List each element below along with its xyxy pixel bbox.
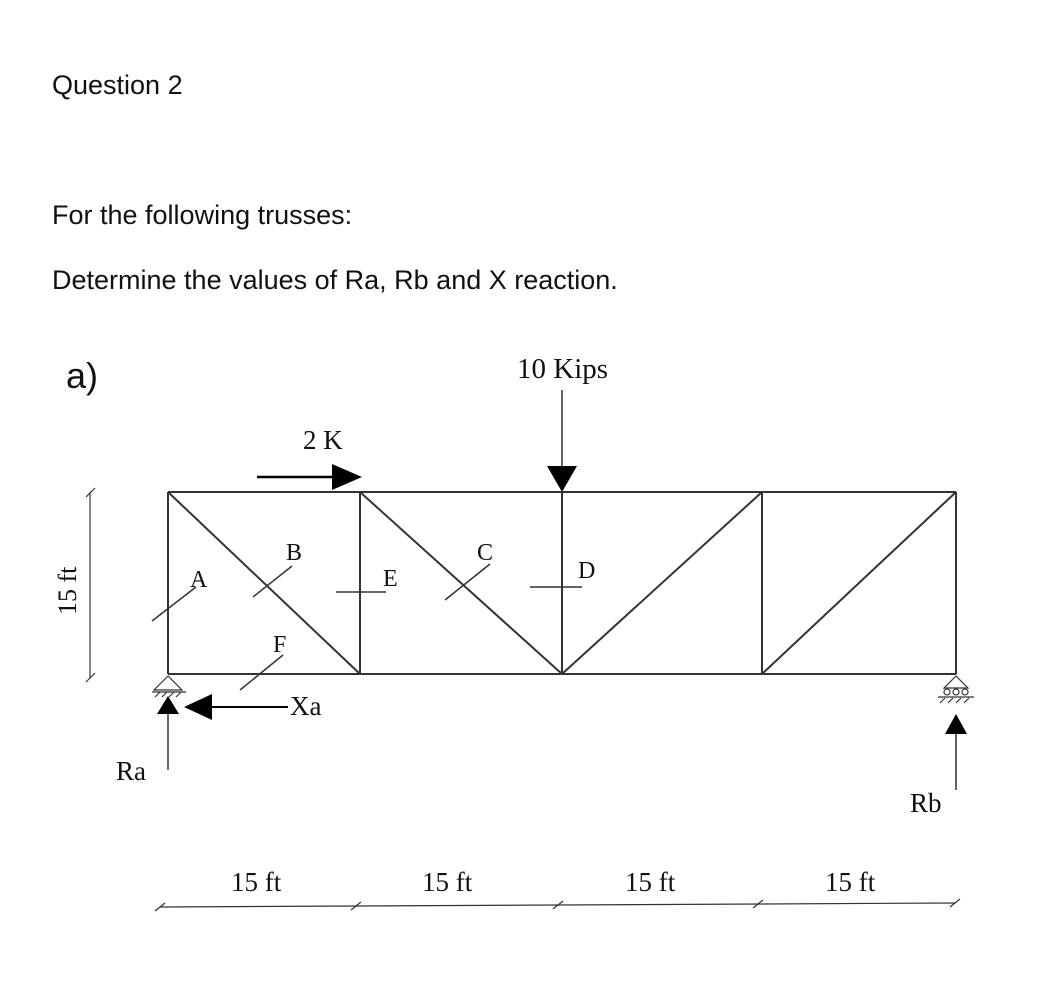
- section-label-d: D: [578, 558, 596, 584]
- ra-label: Ra: [116, 756, 146, 786]
- section-label-b: B: [286, 540, 303, 566]
- right-roller-support: [938, 676, 974, 703]
- question-title: Question 2: [52, 70, 183, 100]
- left-pin-support: [152, 676, 186, 697]
- section-cuts: [152, 564, 582, 690]
- horizontal-load-label: 2 K: [303, 425, 343, 455]
- xa-label: Xa: [290, 691, 322, 721]
- horizontal-load-arrow: [257, 464, 362, 490]
- panel-dimension-label-3: 15 ft: [625, 867, 676, 897]
- section-label-c: C: [477, 540, 494, 566]
- part-label: a): [66, 355, 99, 396]
- height-dimension-line: [86, 488, 95, 682]
- intro-text: For the following trusses:: [52, 200, 353, 230]
- section-cut-c: [445, 564, 490, 600]
- section-label-a: A: [190, 567, 208, 593]
- panel-dimension-label-1: 15 ft: [231, 867, 282, 897]
- height-dimension-label: 15 ft: [53, 566, 82, 615]
- diagonal-member-4: [762, 492, 956, 674]
- panel-dimension-line: [155, 899, 960, 911]
- task-text: Determine the values of Ra, Rb and X reaction.: [52, 265, 618, 295]
- xa-reaction-arrow: [184, 694, 288, 720]
- section-label-e: E: [383, 566, 398, 592]
- vertical-load-label: 10 Kips: [517, 353, 609, 385]
- panel-dimension-label-4: 15 ft: [825, 867, 876, 897]
- section-label-f: F: [273, 632, 287, 658]
- section-cut-f: [240, 655, 283, 690]
- rb-label: Rb: [910, 788, 942, 818]
- vertical-load-arrow: [547, 390, 577, 492]
- rb-reaction-arrow: [945, 714, 967, 790]
- ra-reaction-arrow: [157, 696, 179, 770]
- panel-dimension-label-2: 15 ft: [422, 867, 473, 897]
